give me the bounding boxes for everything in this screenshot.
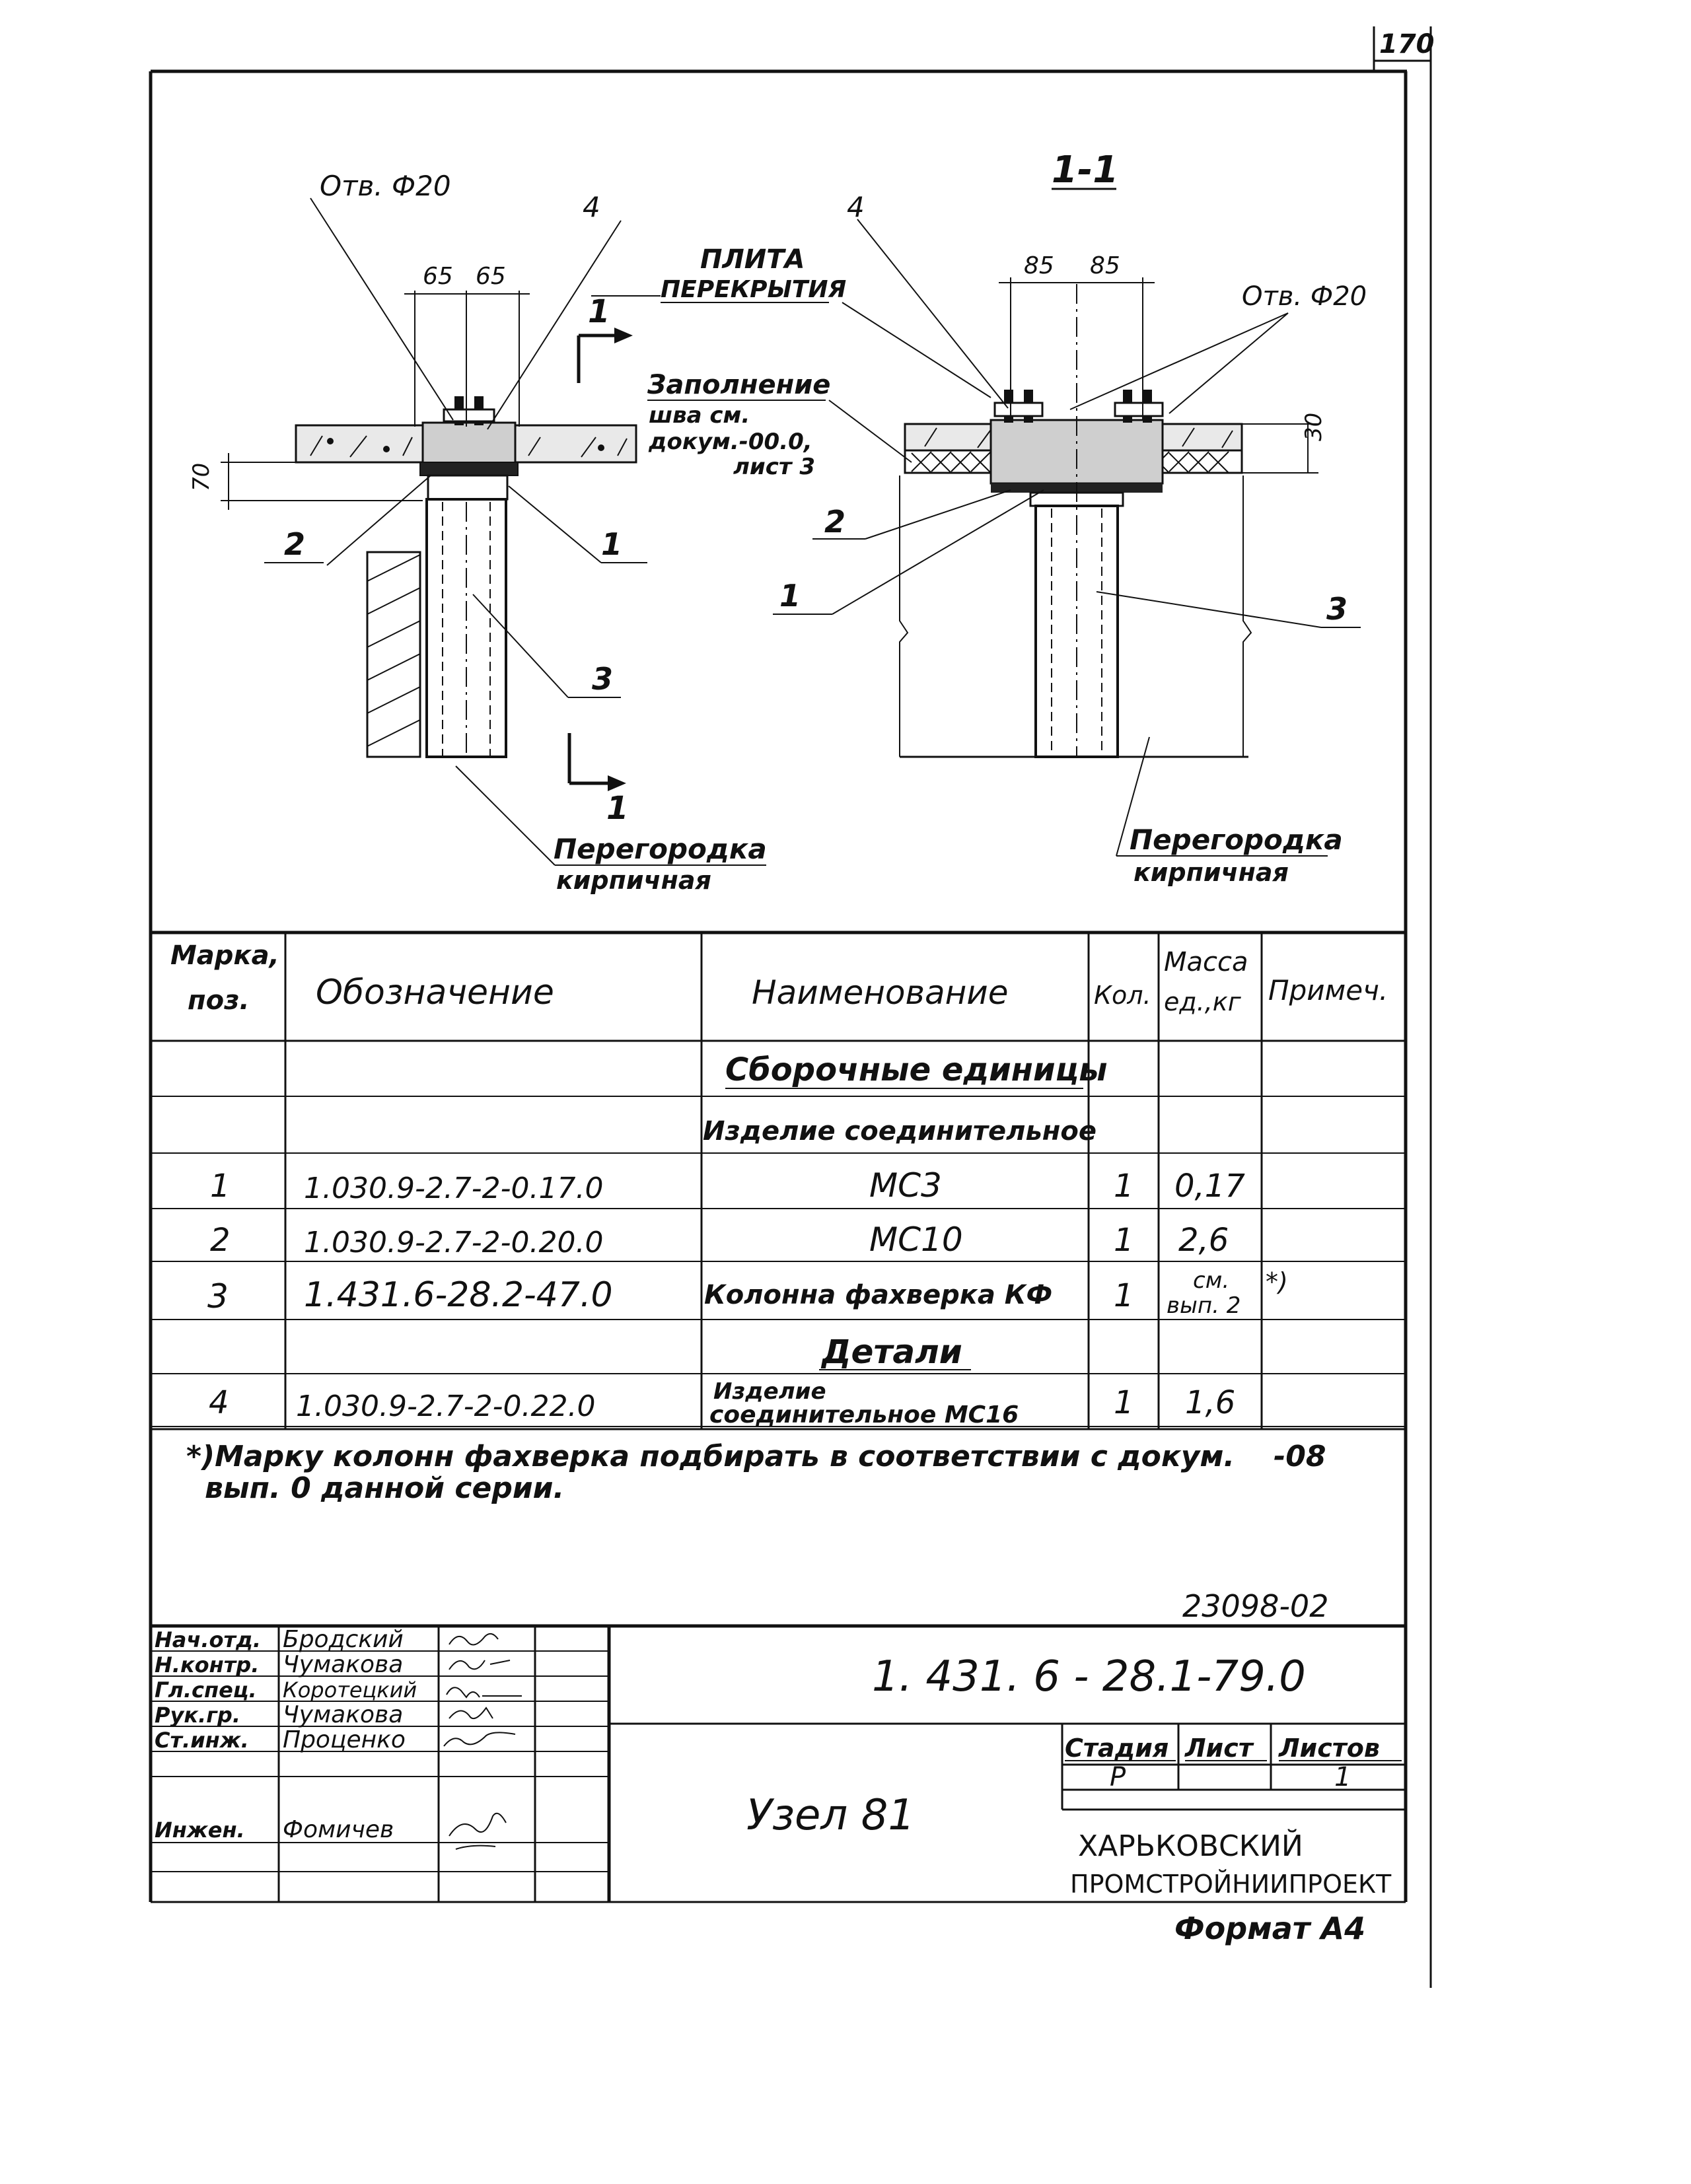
left-dim-thickness: 70 (188, 462, 215, 491)
fill-label-line1: Заполнение (647, 370, 831, 400)
header-designation: Обозначение (316, 973, 554, 1012)
right-hole-label: Отв. Ф20 (1242, 281, 1367, 312)
row2-pos: 2 (210, 1222, 231, 1259)
section-title: 1-1 (1052, 149, 1119, 192)
row4-name-line1: Изделие (713, 1378, 826, 1405)
partition-left-line1: Перегородка (554, 833, 767, 865)
person-name-5: Проценко (283, 1726, 406, 1753)
sheet-number: 170 (1379, 29, 1435, 59)
signatures (444, 1634, 522, 1849)
header-note: Примеч. (1268, 974, 1388, 1006)
slab-label-line1: ПЛИТА (700, 244, 805, 275)
sheet-label: Лист (1185, 1734, 1253, 1763)
embedded-plate-left (423, 423, 515, 466)
row3-pos: 3 (207, 1277, 229, 1316)
fill-label-line3: докум.-00.0, (649, 429, 812, 455)
stage-value: Р (1110, 1762, 1126, 1792)
organization-line2: ПРОМСТРОЙНИИПРОЕКТ (1070, 1870, 1392, 1899)
group-connecting-product: Изделие соединительное (703, 1116, 1097, 1146)
row3-name: Колонна фахверка КФ (704, 1280, 1053, 1310)
partition-left-line2: кирпичная (556, 866, 711, 895)
header-name: Наименование (752, 973, 1009, 1012)
right-pos1: 1 (779, 578, 801, 614)
left-pos4: 4 (583, 191, 600, 223)
person-name-7: Фомичев (283, 1816, 394, 1843)
person-name-2: Чумакова (283, 1651, 404, 1678)
paper-format: Формат А4 (1174, 1911, 1366, 1946)
header-qty: Кол. (1094, 981, 1151, 1010)
person-role-7: Инжен. (155, 1817, 245, 1843)
row2-qty: 1 (1114, 1222, 1134, 1259)
row3-mass-line1: см. (1193, 1267, 1230, 1294)
section-assembly-units: Сборочные единицы (725, 1051, 1108, 1088)
drawing-title: Узел 81 (746, 1791, 916, 1840)
row4-mass: 1,6 (1185, 1384, 1236, 1421)
person-role-4: Рук.гр. (155, 1703, 240, 1728)
left-dim-a: 65 (423, 263, 453, 290)
row1-mass: 0,17 (1174, 1168, 1245, 1205)
sheets-label: Листов (1279, 1734, 1380, 1763)
header-mass-line2: ед.,кг (1164, 987, 1241, 1016)
brick-partition-left (367, 552, 420, 757)
header-mass-line1: Масса (1164, 947, 1248, 977)
inventory-number: 23098-02 (1182, 1588, 1329, 1624)
row3-designation: 1.431.6-28.2-47.0 (304, 1275, 613, 1315)
sheets-value: 1 (1334, 1762, 1351, 1792)
header-mark-line1: Марка, (170, 940, 279, 971)
row2-mass: 2,6 (1178, 1222, 1229, 1259)
cut-mark-top: 1 (588, 293, 610, 330)
row3-qty: 1 (1114, 1277, 1134, 1314)
stage-label: Стадия (1065, 1734, 1169, 1763)
right-pos2: 2 (824, 504, 846, 540)
cut-mark-bottom: 1 (606, 790, 629, 827)
row3-note: *) (1266, 1267, 1288, 1296)
footnote-line2: вып. 0 данной серии. (205, 1471, 565, 1505)
right-dim-thickness: 30 (1301, 412, 1327, 441)
left-hole-label: Отв. Ф20 (320, 170, 451, 202)
row1-designation: 1.030.9-2.7-2-0.17.0 (304, 1172, 604, 1205)
person-name-3: Коротецкий (283, 1677, 417, 1703)
person-role-5: Ст.инж. (155, 1728, 249, 1753)
row1-qty: 1 (1114, 1168, 1134, 1205)
document-code: 1. 431. 6 - 28.1-79.0 (872, 1652, 1306, 1701)
row2-designation: 1.030.9-2.7-2-0.20.0 (304, 1226, 604, 1259)
fill-label-line2: шва см. (649, 402, 750, 429)
footnote-code: -08 (1274, 1440, 1326, 1473)
right-pos3: 3 (1326, 591, 1348, 627)
organization-line1: ХАРЬКОВСКИЙ (1078, 1829, 1303, 1863)
person-role-2: Н.контр. (155, 1652, 260, 1677)
row4-qty: 1 (1114, 1384, 1134, 1421)
footnote-line1: *)Марку колонн фахверка подбирать в соответствии с докум. (186, 1440, 1235, 1473)
row4-pos: 4 (209, 1384, 229, 1421)
slab-label-line2: ПЕРЕКРЫТИЯ (661, 276, 847, 303)
person-name-4: Чумакова (283, 1701, 404, 1728)
partition-right-line2: кирпичная (1133, 858, 1289, 887)
person-role-1: Нач.отд. (155, 1627, 262, 1652)
header-mark-line2: поз. (188, 985, 250, 1016)
row2-name: МС10 (869, 1220, 963, 1259)
row4-designation: 1.030.9-2.7-2-0.22.0 (296, 1390, 596, 1423)
row4-name-line2: соединительное МС16 (709, 1401, 1019, 1428)
partition-right-line1: Перегородка (1130, 824, 1343, 856)
fill-label-line4: лист 3 (733, 454, 816, 480)
left-pos1: 1 (601, 526, 623, 562)
row1-name: МС3 (869, 1166, 942, 1205)
right-dim-a: 85 (1024, 252, 1054, 279)
person-name-1: Бродский (283, 1626, 404, 1653)
section-details: Детали (822, 1333, 962, 1371)
right-pos4: 4 (847, 191, 865, 223)
left-dim-b: 65 (476, 263, 506, 290)
row1-pos: 1 (210, 1168, 231, 1205)
left-pos3: 3 (592, 661, 614, 697)
left-pos2: 2 (284, 526, 306, 562)
person-role-3: Гл.спец. (155, 1677, 257, 1703)
row3-mass-line2: вып. 2 (1167, 1292, 1241, 1319)
right-dim-b: 85 (1090, 252, 1120, 279)
